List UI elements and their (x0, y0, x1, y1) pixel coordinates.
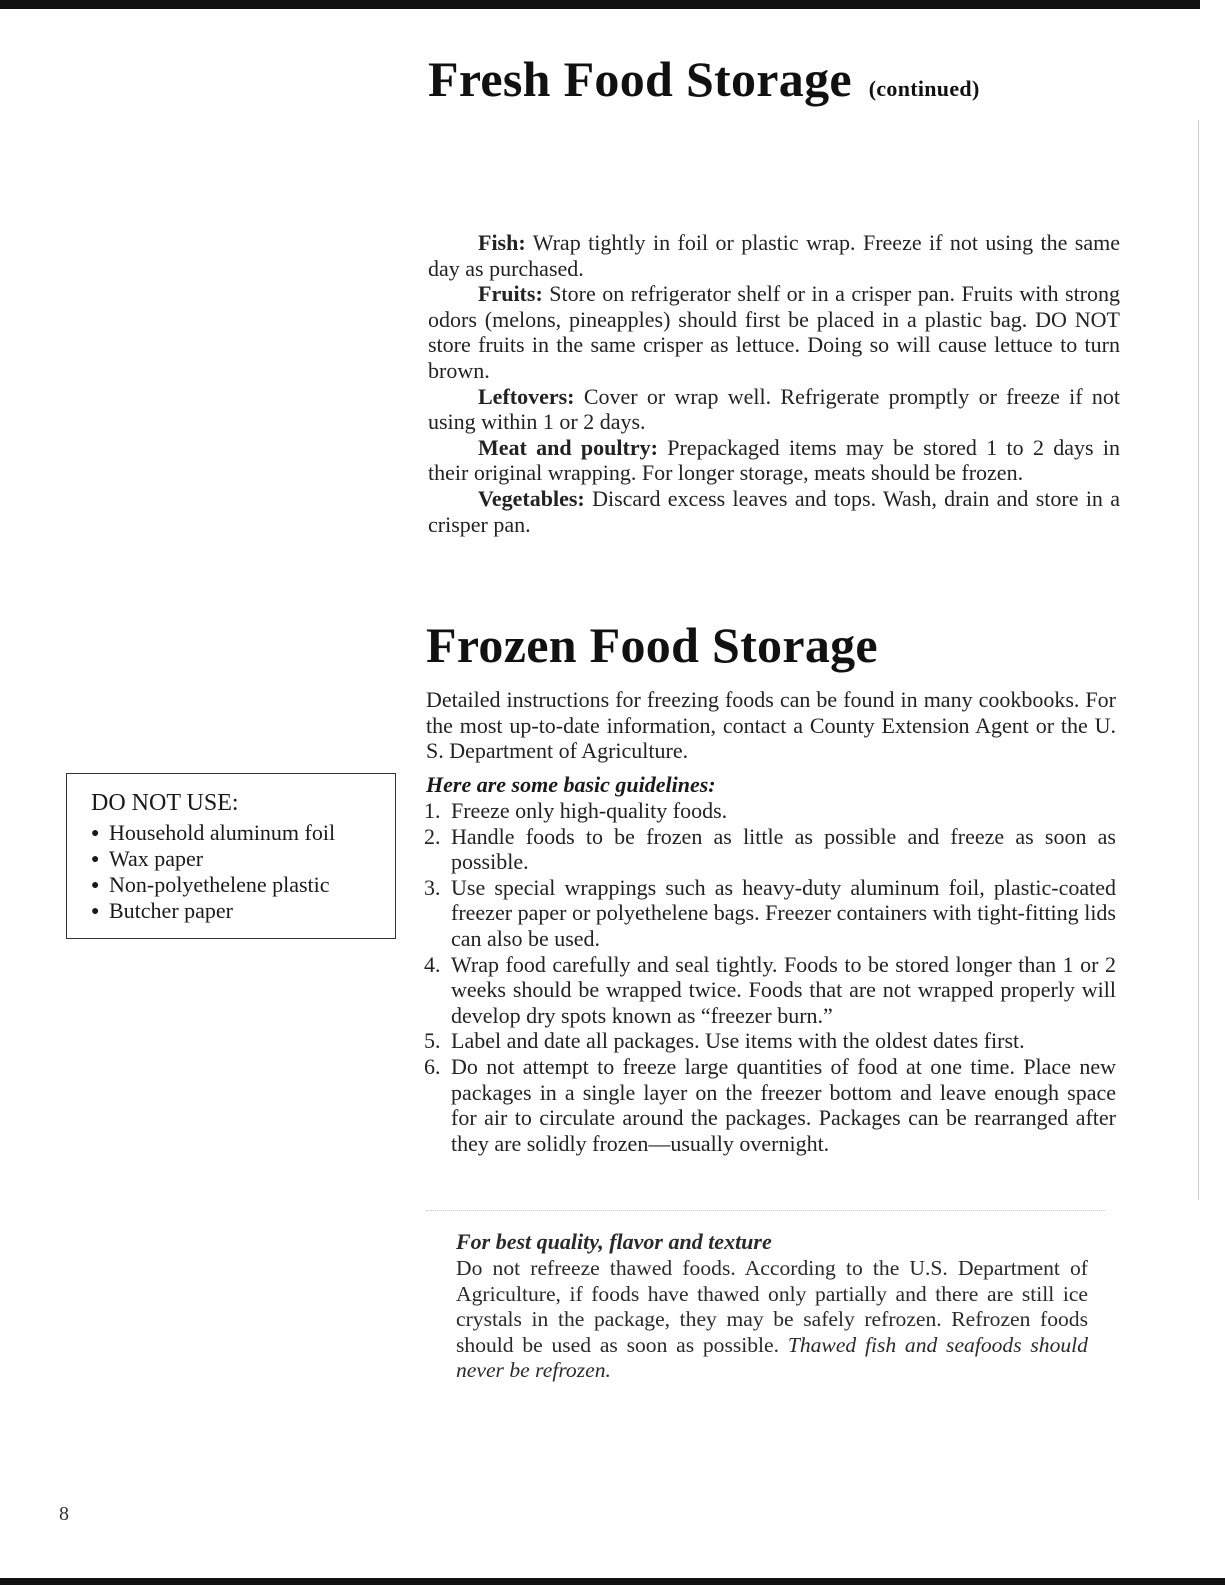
page-edge-line (1198, 120, 1199, 1200)
do-not-use-item-text: Butcher paper (109, 898, 233, 923)
guideline-item (424, 875, 1116, 952)
do-not-use-item (91, 898, 395, 924)
do-not-use-list (91, 820, 395, 924)
guideline-text: Freeze only high-quality foods. (451, 798, 728, 823)
best-quality-body (456, 1256, 1088, 1384)
guideline-number: 5. (424, 1028, 441, 1054)
do-not-use-item-text: Non-polyethelene plastic (109, 872, 330, 897)
page-number: 8 (59, 1503, 69, 1525)
guideline-number: 3. (424, 874, 441, 900)
bullet-icon: ● (91, 904, 100, 919)
best-quality-text: Do not refreeze thawed foods. According to the U.S. Department of Agriculture, if foods have thawed only partially and there are still ice crystals in the package, they may be safely refrozen. Refrozen foods should be used as soon as possible. (456, 1256, 1088, 1357)
fresh-food-entries (428, 230, 1120, 537)
do-not-use-item (91, 820, 395, 846)
bullet-icon: ● (91, 826, 100, 841)
top-rule (0, 0, 1200, 9)
fresh-food-storage-title (428, 51, 980, 107)
guideline-item (424, 824, 1116, 875)
guideline-text: Handle foods to be frozen as little as possible and freeze as soon as possible. (451, 823, 1116, 875)
entry-leftovers (428, 384, 1120, 435)
entry-vegetables (428, 486, 1120, 537)
guideline-text: Label and date all packages. Use items with the oldest dates first. (451, 1028, 1025, 1054)
entry-fruits (428, 281, 1120, 383)
entry-term: Meat and poultry: (478, 434, 658, 460)
entry-text: Prepackaged items may be stored 1 to 2 days in their original wrapping. For longer storage, meats should be frozen. (428, 434, 1120, 486)
entry-text: Wrap tightly in foil or plastic wrap. Freeze if not using the same day as purchased. (428, 230, 1120, 281)
do-not-use-item-text: Wax paper (109, 846, 204, 871)
guideline-item (424, 798, 1116, 824)
entry-meat-poultry (428, 435, 1120, 486)
best-quality-box (456, 1228, 1088, 1384)
entry-text: Discard excess leaves and tops. Wash, drain and store in a crisper pan. (428, 485, 1121, 537)
guideline-item (424, 1028, 1116, 1054)
do-not-use-title: DO NOT USE: (91, 790, 239, 816)
bottom-rule (0, 1578, 1225, 1585)
guideline-number: 1. (424, 798, 441, 823)
entry-text: Cover or wrap well. Refrigerate promptly or freeze if not using within 1 or 2 days. (428, 383, 1121, 435)
frozen-food-storage-title: Frozen Food Storage (426, 617, 878, 673)
bullet-icon: ● (91, 852, 100, 867)
guideline-number: 4. (424, 951, 441, 977)
guideline-item (424, 1054, 1116, 1156)
guidelines-heading: Here are some basic guidelines: (426, 772, 716, 797)
do-not-use-item (91, 846, 395, 872)
entry-fish (428, 230, 1120, 281)
title-suffix: (continued) (868, 76, 980, 101)
title-text: Fresh Food Storage (428, 51, 852, 107)
guideline-text: Wrap food carefully and seal tightly. Foods to be stored longer than 1 or 2 weeks should be wrapped twice. Foods that are not wrapped properly will develop dry spots known as “freezer burn.” (451, 951, 1116, 1028)
guideline-number: 6. (424, 1053, 441, 1079)
guideline-number: 2. (424, 823, 441, 849)
entry-term: Vegetables: (478, 485, 585, 511)
frozen-intro-paragraph: Detailed instructions for freezing foods can be found in many cookbooks. For the most up-to-date information, contact a County Extension Agent or the U. S. Department of Agriculture. (426, 687, 1116, 764)
do-not-use-box (66, 773, 396, 939)
best-quality-note: Thawed fish and seafoods should never be refrozen. (456, 1332, 1088, 1383)
entry-term: Fruits: (478, 281, 543, 307)
best-quality-heading: For best quality, flavor and texture (456, 1229, 772, 1254)
bullet-icon: ● (91, 878, 100, 893)
do-not-use-item-text: Household aluminum foil (109, 820, 336, 845)
entry-term: Fish: (478, 230, 526, 255)
guidelines-list (424, 798, 1116, 1156)
guideline-text: Use special wrappings such as heavy-duty aluminum foil, plastic-coated freezer paper or polyethelene bags. Freezer containers with tight-fitting lids can also be used. (451, 874, 1116, 951)
faint-divider (426, 1210, 1106, 1211)
guideline-text: Do not attempt to freeze large quantities of food at one time. Place new packages in a single layer on the freezer bottom and leave enough space for air to circulate around the packages. Packages can be rearranged after they are solidly frozen—usually overnight. (451, 1053, 1116, 1156)
entry-text: Store on refrigerator shelf or in a crisper pan. Fruits with strong odors (melons, pineapples) should first be placed in a plastic bag. DO NOT store fruits in the same crisper as lettuce. Doing so will cause lettuce to turn brown. (428, 281, 1121, 383)
guideline-item (424, 952, 1116, 1029)
entry-term: Leftovers: (478, 383, 575, 409)
do-not-use-item (91, 872, 395, 898)
